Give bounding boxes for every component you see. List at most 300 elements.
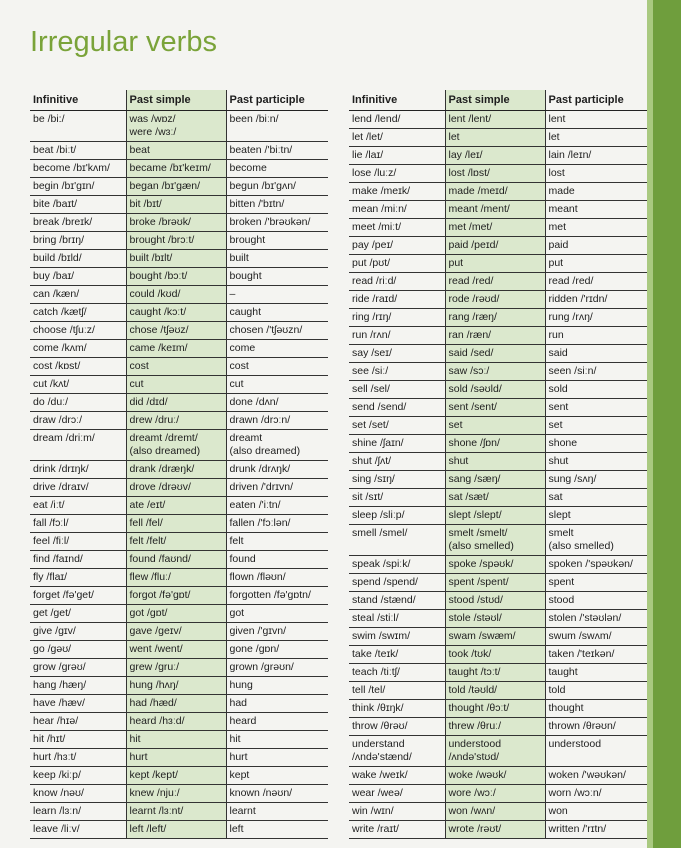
cell-text: built /bɪlt/ (129, 252, 173, 264)
cell-text: taken /'teɪkən/ (548, 648, 615, 660)
past-participle-cell (226, 623, 328, 641)
cell-text: felt (229, 535, 244, 547)
past-simple-cell (445, 219, 545, 237)
cell-text: – (229, 288, 236, 300)
cell-text: become /bɪ'kʌm/ (33, 162, 110, 174)
irregular-verbs-table-left (30, 90, 328, 839)
cell-text: drink /drɪŋk/ (33, 463, 89, 475)
cell-text: brought /brɔːt/ (129, 234, 195, 246)
cell-text: drunk /drʌŋk/ (229, 463, 291, 475)
past-participle-cell (226, 268, 328, 286)
cell-text: forgotten /fə'gɒtn/ (229, 589, 311, 601)
cell-text: learnt (229, 805, 256, 817)
cell-text: send /send/ (352, 401, 407, 413)
table-row (30, 641, 328, 659)
cell-text: sung /sʌŋ/ (548, 473, 597, 485)
cell-text: taught (548, 666, 578, 678)
past-simple-cell (126, 142, 226, 160)
cell-text: set (448, 419, 463, 431)
cell-text: sat (548, 491, 563, 503)
cell-text: come (229, 342, 256, 354)
cell-text: sang /sæŋ/ (448, 473, 501, 485)
cell-text: grown /grəʊn/ (229, 661, 294, 673)
past-participle-cell (545, 803, 647, 821)
cell-text: shut (548, 455, 569, 467)
past-simple-cell (126, 659, 226, 677)
cell-text: shone /ʃɒn/ (448, 437, 500, 449)
table-row (349, 574, 647, 592)
past-simple-cell (445, 201, 545, 219)
table-row (30, 497, 328, 515)
table-row (30, 412, 328, 430)
cell-text: rang /ræŋ/ (448, 311, 497, 323)
cell-text: do /duː/ (33, 396, 69, 408)
cell-text: take /teɪk/ (352, 648, 399, 660)
cell-text: /ʌndə'stʊd/ (448, 750, 500, 763)
infinitive-cell (349, 129, 445, 147)
cell-text: hear /hɪə/ (33, 715, 79, 727)
cell-text: chose /tʃəʊz/ (129, 324, 189, 336)
cell-text: win /wɪn/ (352, 805, 394, 817)
past-participle-cell (545, 700, 647, 718)
past-participle-cell (226, 412, 328, 430)
cell-text: shut (448, 455, 469, 467)
table-row (30, 376, 328, 394)
cell-text: catch /kætʃ/ (33, 306, 87, 318)
table-row (349, 664, 647, 682)
past-participle-cell (226, 677, 328, 695)
cell-text: beat (129, 144, 150, 156)
table-row (349, 219, 647, 237)
infinitive-cell (349, 201, 445, 219)
cell-text: said (548, 347, 568, 359)
cell-text: broke /brəʊk/ (129, 216, 191, 228)
past-participle-cell (545, 435, 647, 453)
page-edge-green-strip (653, 0, 681, 848)
cell-text: went /went/ (129, 643, 183, 655)
cell-text: brought (229, 234, 266, 246)
table-row (30, 515, 328, 533)
past-simple-cell (126, 250, 226, 268)
cell-text: threw /θruː/ (448, 720, 502, 732)
table-row (30, 533, 328, 551)
infinitive-cell (349, 525, 445, 556)
past-participle-cell (545, 574, 647, 592)
past-simple-cell (126, 430, 226, 461)
cell-text: sent /sent/ (448, 401, 497, 413)
past-participle-cell (545, 525, 647, 556)
cell-text: told (548, 684, 566, 696)
cell-text: put /pʊt/ (352, 257, 391, 269)
past-participle-cell (226, 461, 328, 479)
past-simple-cell (126, 731, 226, 749)
cell-text: hang /hæŋ/ (33, 679, 87, 691)
past-participle-cell (545, 718, 647, 736)
infinitive-cell (30, 677, 126, 695)
cell-text: slept (548, 509, 571, 521)
cell-text: did /dɪd/ (129, 396, 168, 408)
cell-text: wrote /rəʊt/ (448, 823, 502, 835)
cell-text: paid (548, 239, 569, 251)
infinitive-cell (30, 286, 126, 304)
cell-text: sent (548, 401, 569, 413)
cell-text: spend /spend/ (352, 576, 418, 588)
infinitive-cell (349, 453, 445, 471)
cell-text: woke /wəʊk/ (448, 769, 507, 781)
cell-text: lost (548, 167, 565, 179)
cell-text: see /siː/ (352, 365, 389, 377)
past-simple-header: Past simple (126, 90, 226, 111)
past-participle-cell (545, 489, 647, 507)
cell-text: choose /tʃuːz/ (33, 324, 95, 336)
table-row (30, 713, 328, 731)
infinitive-cell (30, 142, 126, 160)
cell-text: mean /miːn/ (352, 203, 407, 215)
past-participle-cell (226, 569, 328, 587)
cell-text: be /bi:/ (33, 113, 65, 125)
table-row (30, 358, 328, 376)
cell-text: heard /hɜːd/ (129, 715, 185, 727)
past-participle-cell (545, 183, 647, 201)
past-simple-cell (445, 592, 545, 610)
past-simple-cell (126, 587, 226, 605)
infinitive-cell (30, 394, 126, 412)
cell-text: broken /'brəʊkən/ (229, 216, 311, 228)
cell-text: wore /wɔː/ (448, 787, 496, 799)
cell-text: cost (229, 360, 249, 372)
infinitive-cell (349, 417, 445, 435)
cell-text: felt /felt/ (129, 535, 167, 547)
infinitive-cell (30, 111, 126, 142)
past-simple-cell (445, 273, 545, 291)
cell-text: forgot /fə'gɒt/ (129, 589, 191, 601)
cell-text: lie /laɪ/ (352, 149, 384, 161)
past-participle-cell (226, 695, 328, 713)
past-simple-header: Past simple (445, 90, 545, 111)
past-simple-cell (126, 533, 226, 551)
past-simple-cell (445, 803, 545, 821)
table-row (30, 569, 328, 587)
past-simple-cell (126, 340, 226, 358)
table-row (30, 767, 328, 785)
cell-text: put (548, 257, 564, 269)
table-row (349, 327, 647, 345)
past-simple-cell (126, 605, 226, 623)
infinitive-cell (30, 713, 126, 731)
past-simple-cell (445, 767, 545, 785)
past-participle-cell (545, 129, 647, 147)
infinitive-cell (349, 255, 445, 273)
table-row (30, 304, 328, 322)
infinitive-cell (30, 515, 126, 533)
past-participle-cell (226, 749, 328, 767)
infinitive-cell (349, 489, 445, 507)
past-simple-cell (445, 183, 545, 201)
past-participle-cell (545, 201, 647, 219)
past-participle-cell (545, 785, 647, 803)
cell-text: pay /peɪ/ (352, 239, 394, 251)
cell-text: dreamt (229, 432, 263, 444)
cell-text: ran /ræn/ (448, 329, 492, 341)
table-row (30, 214, 328, 232)
cell-text: eaten /'iːtn/ (229, 499, 281, 511)
cell-text: bought (229, 270, 262, 282)
cell-text: throw /θrəʊ/ (352, 720, 408, 732)
past-simple-cell (445, 345, 545, 363)
cell-text: make /meɪk/ (352, 185, 411, 197)
past-participle-cell (226, 376, 328, 394)
infinitive-cell (30, 232, 126, 250)
cell-text: hurt (129, 751, 148, 763)
past-simple-cell (445, 574, 545, 592)
infinitive-cell (349, 646, 445, 664)
table-row (349, 345, 647, 363)
cell-text: gone /gɒn/ (229, 643, 280, 655)
cell-text: made (548, 185, 575, 197)
past-participle-cell (545, 399, 647, 417)
past-participle-cell (545, 417, 647, 435)
cell-text: cut (229, 378, 244, 390)
past-simple-cell (126, 394, 226, 412)
table-row (30, 322, 328, 340)
table-row (30, 286, 328, 304)
cell-text: was /wɒz/ (129, 113, 176, 125)
table-row (349, 700, 647, 718)
past-simple-cell (445, 381, 545, 399)
cell-text: spoke /spəʊk/ (448, 558, 514, 570)
cell-text: go /gəʊ/ (33, 643, 72, 655)
cell-text: learn /lɜːn/ (33, 805, 82, 817)
cell-text: taught /tɔːt/ (448, 666, 501, 678)
past-simple-cell (126, 214, 226, 232)
cell-text: heard (229, 715, 257, 727)
cell-text: (also dreamed) (229, 444, 301, 457)
past-participle-cell (545, 664, 647, 682)
cell-text: lost /lɒst/ (448, 167, 490, 179)
cell-text: meant (548, 203, 578, 215)
past-simple-cell (126, 286, 226, 304)
infinitive-cell (349, 785, 445, 803)
cell-text: chosen /'tʃəʊzn/ (229, 324, 303, 336)
past-participle-cell (545, 628, 647, 646)
past-simple-cell (445, 453, 545, 471)
infinitive-header: Infinitive (30, 90, 126, 111)
past-participle-cell (545, 327, 647, 345)
past-simple-cell (445, 111, 545, 129)
table-row (30, 178, 328, 196)
cell-text: build /bɪld/ (33, 252, 82, 264)
cell-text: become (229, 162, 267, 174)
past-simple-cell (445, 363, 545, 381)
past-participle-cell (226, 731, 328, 749)
infinitive-cell (30, 605, 126, 623)
past-participle-cell (226, 497, 328, 515)
cell-text: won /wʌn/ (448, 805, 496, 817)
table-row (30, 479, 328, 497)
table-row (349, 147, 647, 165)
infinitive-cell (349, 435, 445, 453)
cell-text: stole /stəʊl/ (448, 612, 502, 624)
past-participle-cell (226, 394, 328, 412)
table-row (349, 129, 647, 147)
past-participle-cell (226, 659, 328, 677)
infinitive-cell (349, 471, 445, 489)
cell-text: sold /səʊld/ (448, 383, 502, 395)
table-row (349, 628, 647, 646)
past-participle-cell (226, 533, 328, 551)
cell-text: wear /weə/ (352, 787, 403, 799)
past-participle-cell (545, 165, 647, 183)
table-row (30, 587, 328, 605)
cell-text: read /riːd/ (352, 275, 397, 287)
infinitive-cell (349, 574, 445, 592)
cell-text: caught (229, 306, 262, 318)
past-participle-cell (545, 767, 647, 785)
table-row (349, 417, 647, 435)
cell-text: bit /bɪt/ (129, 198, 162, 210)
cell-text: hung /hʌŋ/ (129, 679, 179, 691)
cell-text: began /bɪ'gæn/ (129, 180, 201, 192)
infinitive-cell (30, 479, 126, 497)
cell-text: took /tʊk/ (448, 648, 492, 660)
cell-text: come /kʌm/ (33, 342, 87, 354)
cell-text: wake /weɪk/ (352, 769, 408, 781)
infinitive-cell (349, 700, 445, 718)
cell-text: smelt /smelt/ (448, 527, 508, 539)
infinitive-cell (349, 165, 445, 183)
table-row (30, 111, 328, 142)
cell-text: ride /raɪd/ (352, 293, 398, 305)
infinitive-cell (30, 587, 126, 605)
infinitive-cell (349, 345, 445, 363)
past-simple-cell (126, 358, 226, 376)
cell-text: had (229, 697, 248, 709)
cell-text: meant /ment/ (448, 203, 510, 215)
past-simple-cell (126, 767, 226, 785)
cell-text: feel /fiːl/ (33, 535, 70, 547)
table-row (349, 718, 647, 736)
cell-text: begin /bɪ'gɪn/ (33, 180, 95, 192)
past-participle-cell (545, 147, 647, 165)
table-row (349, 435, 647, 453)
table-row (349, 507, 647, 525)
table-row (349, 610, 647, 628)
table-row (30, 803, 328, 821)
cell-text: flew /fluː/ (129, 571, 171, 583)
infinitive-cell (30, 641, 126, 659)
cell-text: kept (229, 769, 250, 781)
cell-text: fallen /'fɔːlən/ (229, 517, 291, 529)
cell-text: done /dʌn/ (229, 396, 279, 408)
cell-text: dream /driːm/ (33, 432, 95, 444)
past-simple-cell (445, 736, 545, 767)
cell-text: hit (129, 733, 141, 745)
infinitive-cell (30, 821, 126, 839)
infinitive-cell (349, 147, 445, 165)
past-simple-cell (126, 461, 226, 479)
cell-text: slept /slept/ (448, 509, 502, 521)
cell-text: cut (129, 378, 144, 390)
infinitive-cell (30, 569, 126, 587)
infinitive-cell (30, 659, 126, 677)
past-simple-cell (126, 178, 226, 196)
past-simple-cell (126, 677, 226, 695)
past-participle-cell (545, 345, 647, 363)
cell-text: lain /leɪn/ (548, 149, 592, 161)
table-row (349, 471, 647, 489)
infinitive-cell (349, 664, 445, 682)
cell-text: found /faʊnd/ (129, 553, 191, 565)
cell-text: thrown /θrəʊn/ (548, 720, 616, 732)
cell-text: let (548, 131, 560, 143)
table-row (349, 767, 647, 785)
cell-text: have /hæv/ (33, 697, 85, 709)
cell-text: shine /ʃaɪn/ (352, 437, 404, 449)
past-simple-cell (445, 471, 545, 489)
infinitive-cell (349, 381, 445, 399)
cell-text: met (548, 221, 567, 233)
cell-text: sit /sɪt/ (352, 491, 384, 503)
past-participle-cell (545, 471, 647, 489)
past-simple-cell (126, 111, 226, 142)
cell-text: drawn /drɔːn/ (229, 414, 291, 426)
cell-text: read /red/ (448, 275, 494, 287)
infinitive-cell (30, 178, 126, 196)
infinitive-cell (30, 358, 126, 376)
page-title: Irregular verbs (30, 26, 217, 58)
cell-text: drove /drəʊv/ (129, 481, 191, 493)
cell-text: made /meɪd/ (448, 185, 508, 197)
infinitive-cell (349, 682, 445, 700)
cell-text: fly /flaɪ/ (33, 571, 68, 583)
past-participle-cell (226, 785, 328, 803)
cell-text: learnt /lɜːnt/ (129, 805, 184, 817)
cell-text: beat /biːt/ (33, 144, 77, 156)
cell-text: kept /kept/ (129, 769, 178, 781)
past-participle-cell (226, 304, 328, 322)
cell-text: drew /druː/ (129, 414, 180, 426)
past-simple-cell (126, 821, 226, 839)
past-simple-cell (126, 803, 226, 821)
cell-text: hit (229, 733, 241, 745)
past-participle-cell (545, 736, 647, 767)
infinitive-cell (30, 749, 126, 767)
past-simple-cell (126, 304, 226, 322)
table-row (30, 232, 328, 250)
cell-text: smelt (548, 527, 574, 539)
cell-text: hung (229, 679, 253, 691)
past-simple-cell (126, 713, 226, 731)
cell-text: came /keɪm/ (129, 342, 188, 354)
cell-text: paid /peɪd/ (448, 239, 499, 251)
past-participle-cell (545, 111, 647, 129)
infinitive-cell (30, 268, 126, 286)
past-participle-cell (226, 515, 328, 533)
past-participle-cell (545, 821, 647, 839)
cell-text: lent (548, 113, 566, 125)
infinitive-cell (30, 430, 126, 461)
cell-text: sell /sel/ (352, 383, 390, 395)
cell-text: set (548, 419, 563, 431)
cell-text: became /bɪ'keɪm/ (129, 162, 211, 174)
cell-text: ridden /'rɪdn/ (548, 293, 608, 305)
cell-text: beaten /'biːtn/ (229, 144, 293, 156)
past-participle-cell (545, 255, 647, 273)
cell-text: forget /fə'get/ (33, 589, 94, 601)
cell-text: understood (448, 738, 502, 750)
cell-text: stand /stænd/ (352, 594, 416, 606)
cell-text: can /kæn/ (33, 288, 80, 300)
